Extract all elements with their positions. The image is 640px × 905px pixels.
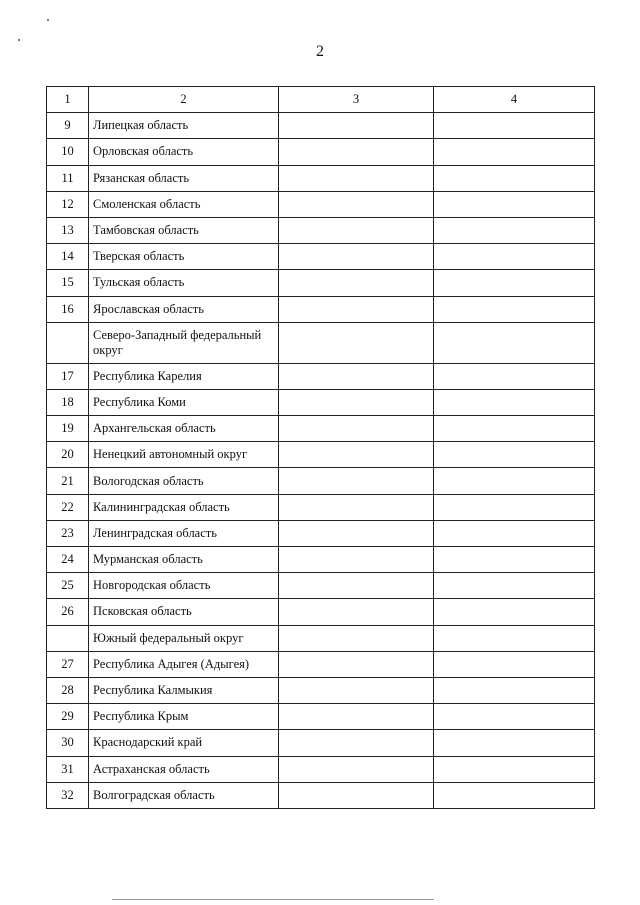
column-4-cell — [434, 139, 595, 165]
column-4-cell — [434, 547, 595, 573]
table-row — [47, 113, 595, 139]
region-name-cell: Орловская область — [89, 139, 279, 165]
column-3-cell — [279, 113, 434, 139]
row-number-cell: 20 — [47, 442, 89, 468]
table-row — [47, 756, 595, 782]
row-number-cell: 28 — [47, 677, 89, 703]
column-4-cell — [434, 573, 595, 599]
table-row — [47, 416, 595, 442]
column-3-cell — [279, 217, 434, 243]
row-number-cell: 12 — [47, 191, 89, 217]
column-4-cell — [434, 730, 595, 756]
region-name-cell: Республика Карелия — [89, 363, 279, 389]
column-3-cell — [279, 416, 434, 442]
row-number-cell: 9 — [47, 113, 89, 139]
region-name-cell: Ярославская область — [89, 296, 279, 322]
column-3-cell — [279, 704, 434, 730]
region-name-cell: Астраханская область — [89, 756, 279, 782]
column-3-cell — [279, 244, 434, 270]
column-3-cell — [279, 651, 434, 677]
header-col-1: 1 — [47, 87, 89, 113]
column-4-cell — [434, 322, 595, 363]
column-3-cell — [279, 625, 434, 651]
table-row — [47, 651, 595, 677]
row-number-cell — [47, 625, 89, 651]
column-3-cell — [279, 165, 434, 191]
region-name-cell: Волгоградская область — [89, 782, 279, 808]
table-row — [47, 547, 595, 573]
region-name-cell: Ленинградская область — [89, 520, 279, 546]
column-3-cell — [279, 442, 434, 468]
region-name-cell: Архангельская область — [89, 416, 279, 442]
row-number-cell: 32 — [47, 782, 89, 808]
column-3-cell — [279, 730, 434, 756]
table-row — [47, 244, 595, 270]
column-3-cell — [279, 573, 434, 599]
column-3-cell — [279, 191, 434, 217]
column-3-cell — [279, 547, 434, 573]
row-number-cell: 24 — [47, 547, 89, 573]
column-3-cell — [279, 389, 434, 415]
region-name-cell: Республика Адыгея (Адыгея) — [89, 651, 279, 677]
column-3-cell — [279, 363, 434, 389]
column-4-cell — [434, 217, 595, 243]
column-4-cell — [434, 442, 595, 468]
column-4-cell — [434, 468, 595, 494]
region-name-cell: Мурманская область — [89, 547, 279, 573]
header-col-4: 4 — [434, 87, 595, 113]
region-name-cell: Республика Калмыкия — [89, 677, 279, 703]
column-4-cell — [434, 296, 595, 322]
scan-speck — [18, 39, 20, 41]
column-4-cell — [434, 191, 595, 217]
region-name-cell: Ненецкий автономный округ — [89, 442, 279, 468]
column-3-cell — [279, 677, 434, 703]
column-3-cell — [279, 468, 434, 494]
row-number-cell: 11 — [47, 165, 89, 191]
table-row — [47, 322, 595, 363]
table-row — [47, 191, 595, 217]
region-name-cell: Тамбовская область — [89, 217, 279, 243]
row-number-cell: 26 — [47, 599, 89, 625]
column-3-cell — [279, 494, 434, 520]
column-3-cell — [279, 782, 434, 808]
column-4-cell — [434, 270, 595, 296]
row-number-cell: 14 — [47, 244, 89, 270]
column-3-cell — [279, 322, 434, 363]
column-4-cell — [434, 165, 595, 191]
table-row — [47, 782, 595, 808]
column-3-cell — [279, 270, 434, 296]
region-name-cell: Северо-Западный федеральный округ — [89, 322, 279, 363]
page-number: 2 — [316, 43, 324, 60]
table-row — [47, 599, 595, 625]
column-4-cell — [434, 756, 595, 782]
row-number-cell: 16 — [47, 296, 89, 322]
column-4-cell — [434, 599, 595, 625]
row-number-cell: 17 — [47, 363, 89, 389]
table-row — [47, 573, 595, 599]
row-number-cell: 29 — [47, 704, 89, 730]
column-4-cell — [434, 416, 595, 442]
table-row — [47, 217, 595, 243]
column-4-cell — [434, 651, 595, 677]
column-4-cell — [434, 389, 595, 415]
table-row — [47, 165, 595, 191]
column-4-cell — [434, 363, 595, 389]
table-row — [47, 677, 595, 703]
column-3-cell — [279, 139, 434, 165]
column-4-cell — [434, 244, 595, 270]
table-row — [47, 139, 595, 165]
column-3-cell — [279, 296, 434, 322]
column-3-cell — [279, 756, 434, 782]
region-name-cell: Краснодарский край — [89, 730, 279, 756]
region-name-cell: Калининградская область — [89, 494, 279, 520]
row-number-cell: 25 — [47, 573, 89, 599]
table-row — [47, 625, 595, 651]
region-name-cell: Южный федеральный округ — [89, 625, 279, 651]
column-4-cell — [434, 494, 595, 520]
column-4-cell — [434, 677, 595, 703]
column-3-cell — [279, 599, 434, 625]
header-col-3: 3 — [279, 87, 434, 113]
table-row — [47, 270, 595, 296]
header-col-2: 2 — [89, 87, 279, 113]
row-number-cell: 13 — [47, 217, 89, 243]
row-number-cell: 10 — [47, 139, 89, 165]
column-4-cell — [434, 625, 595, 651]
table-row — [47, 389, 595, 415]
table-row — [47, 494, 595, 520]
table-header-row — [47, 87, 595, 113]
table-row — [47, 468, 595, 494]
row-number-cell: 19 — [47, 416, 89, 442]
row-number-cell: 27 — [47, 651, 89, 677]
row-number-cell: 21 — [47, 468, 89, 494]
regions-table — [46, 86, 595, 809]
region-name-cell: Республика Коми — [89, 389, 279, 415]
table-body — [47, 87, 595, 809]
row-number-cell — [47, 322, 89, 363]
region-name-cell: Тверская область — [89, 244, 279, 270]
table-row — [47, 704, 595, 730]
region-name-cell: Рязанская область — [89, 165, 279, 191]
row-number-cell: 18 — [47, 389, 89, 415]
scan-speck — [47, 19, 49, 21]
table-row — [47, 520, 595, 546]
region-name-cell: Новгородская область — [89, 573, 279, 599]
column-4-cell — [434, 704, 595, 730]
table-row — [47, 296, 595, 322]
row-number-cell: 23 — [47, 520, 89, 546]
column-4-cell — [434, 520, 595, 546]
region-name-cell: Липецкая область — [89, 113, 279, 139]
column-3-cell — [279, 520, 434, 546]
row-number-cell: 30 — [47, 730, 89, 756]
region-name-cell: Смоленская область — [89, 191, 279, 217]
region-name-cell: Республика Крым — [89, 704, 279, 730]
table-row — [47, 730, 595, 756]
region-name-cell: Псковская область — [89, 599, 279, 625]
row-number-cell: 15 — [47, 270, 89, 296]
table-row — [47, 363, 595, 389]
scan-edge-line — [112, 899, 434, 900]
column-4-cell — [434, 113, 595, 139]
row-number-cell: 31 — [47, 756, 89, 782]
region-name-cell: Вологодская область — [89, 468, 279, 494]
row-number-cell: 22 — [47, 494, 89, 520]
column-4-cell — [434, 782, 595, 808]
region-name-cell: Тульская область — [89, 270, 279, 296]
table-row — [47, 442, 595, 468]
